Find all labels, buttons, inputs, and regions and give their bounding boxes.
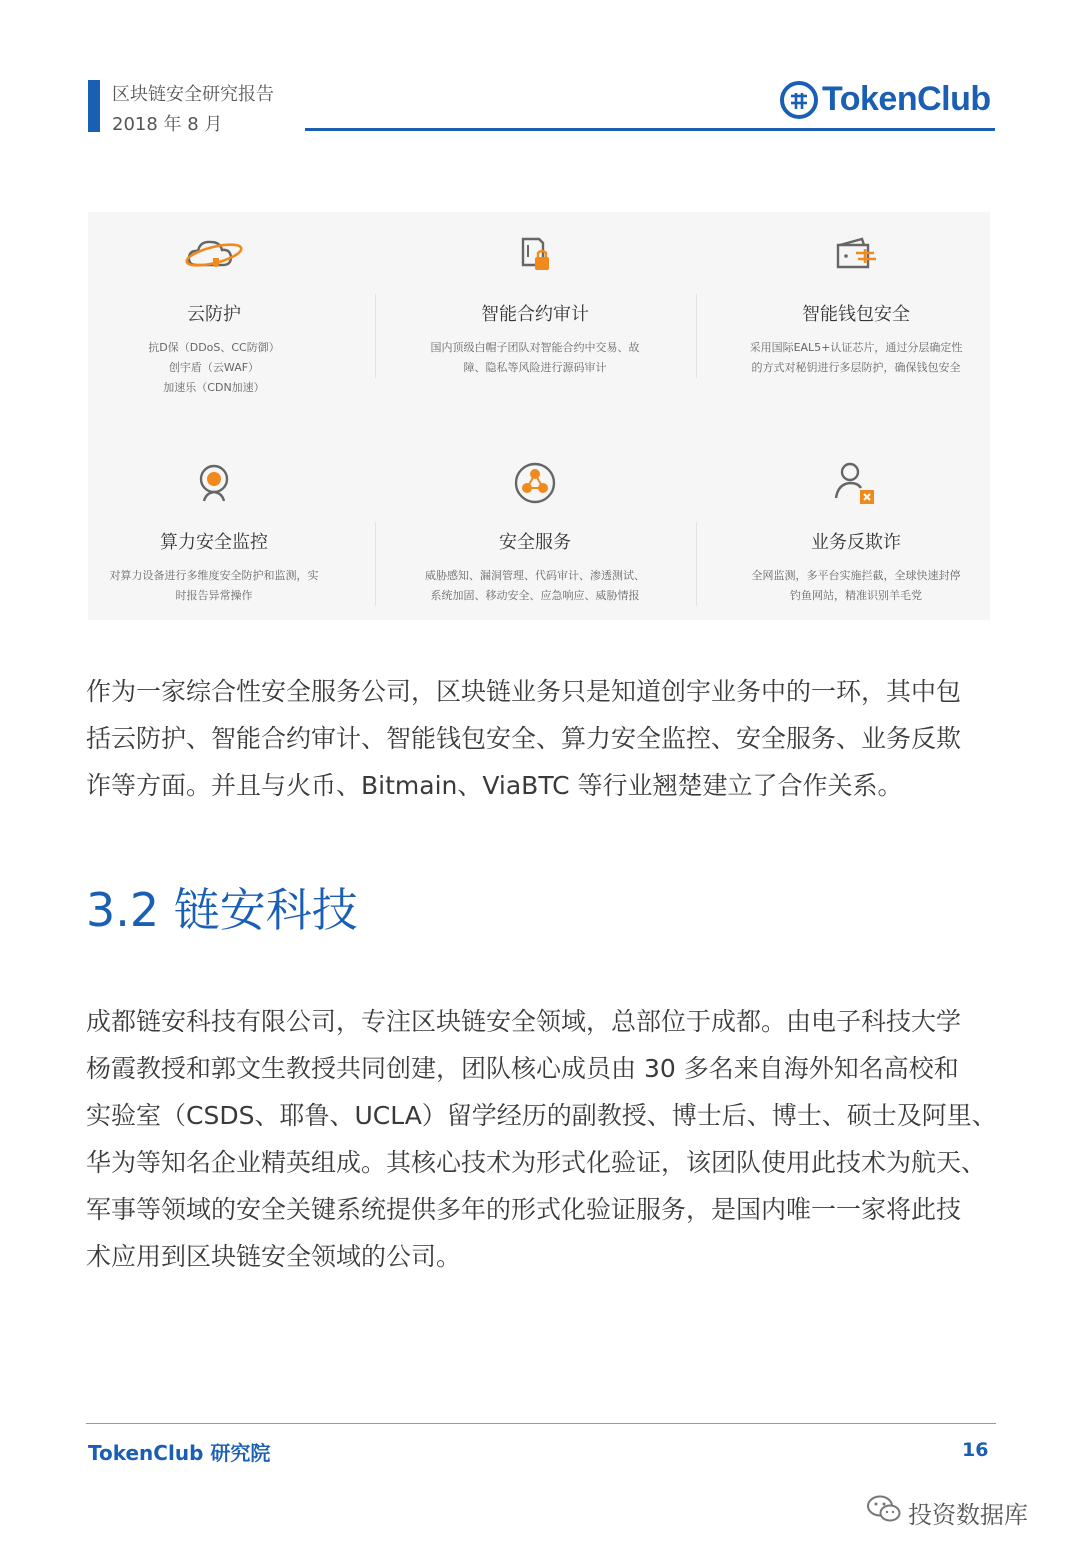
service-wallet-security (706, 230, 1006, 378)
tokenclub-logo (780, 80, 991, 119)
services-panel (88, 212, 990, 620)
footer-rule (86, 1423, 996, 1424)
service-name: 安全服务 (499, 532, 571, 553)
wallet-icon (706, 230, 1006, 280)
service-name: 智能钱包安全 (802, 304, 910, 325)
service-contract-audit (385, 230, 685, 378)
document-lock-icon (385, 230, 685, 280)
service-desc: 抗D保（DDoS、CC防御） 创宇盾（云WAF） 加速乐（CDN加速） (148, 341, 280, 394)
section-title: 3.2 链安科技 (86, 883, 358, 937)
service-desc: 对算力设备进行多维度安全防护和监测，实 时报告异常操作 (109, 569, 319, 602)
service-desc: 全网监测，多平台实施拦截，全球快速封停 钓鱼网站，精准识别羊毛党 (751, 569, 961, 602)
divider (375, 294, 376, 378)
wechat-icon (866, 1494, 902, 1530)
divider (375, 522, 376, 606)
service-cloud-protection (64, 230, 364, 398)
security-service-icon (385, 458, 685, 508)
intro-paragraph: 作为一家综合性安全服务公司，区块链业务只是知道创宇业务中的一环，其中包 括云防护、智能合约审计、智能钱包安全、算力安全监控、安全服务、业务反欺 诈等方面。并且与火币、Bitmain、ViaBTC 等行业翘楚建立了合作关系。 (86, 677, 962, 800)
wechat-account-name: 投资数据库 (908, 1500, 1028, 1529)
report-title: 区块链安全研究报告 (112, 84, 274, 105)
service-hashrate-monitor (64, 458, 364, 606)
header-rule (305, 128, 995, 131)
report-date: 2018 年 8 月 (112, 114, 223, 135)
service-security-service (385, 458, 685, 606)
cloud-shield-icon (64, 230, 364, 280)
divider (696, 294, 697, 378)
footer-org: TokenClub 研究院 (88, 1441, 271, 1465)
header-accent-bar (88, 80, 100, 132)
service-anti-fraud (706, 458, 1006, 606)
wechat-watermark (866, 1494, 1028, 1530)
service-name: 业务反欺诈 (811, 532, 901, 553)
service-desc: 国内顶级白帽子团队对智能合约中交易、故 障、隐私等风险进行源码审计 (430, 341, 640, 374)
user-block-icon (706, 458, 1006, 508)
service-name: 智能合约审计 (481, 304, 589, 325)
company-paragraph: 成都链安科技有限公司，专注区块链安全领域，总部位于成都。由电子科技大学 杨霞教授和郭文生教授共同创建，团队核心成员由 30 多名来自海外知名高校和 实验室（CSDS、耶鲁、UCLA）留学经历的副教授、博士后、博士、硕士及阿里、 华为等知名企业精英组成。其核心技术为形式化验证，该团队使用此技术为航天、 军事等领域的安全关键系统提供多年的形式化验证服务，是国内唯一一家将此技 术应用到区块链安全领域的公司。 (86, 1007, 997, 1271)
service-desc: 采用国际EAL5+认证芯片，通过分层确定性 的方式对秘钥进行多层防护，确保钱包安全 (749, 341, 963, 374)
service-name: 算力安全监控 (160, 532, 268, 553)
logo-text: TokenClub (822, 80, 991, 118)
divider (696, 522, 697, 606)
service-desc: 威胁感知、漏洞管理、代码审计、渗透测试、 系统加固、移动安全、应急响应、威胁情报 (425, 569, 645, 602)
tokenclub-mark-icon (780, 81, 818, 119)
page-number: 16 (962, 1439, 989, 1461)
camera-monitor-icon (64, 458, 364, 508)
service-name: 云防护 (187, 304, 241, 325)
